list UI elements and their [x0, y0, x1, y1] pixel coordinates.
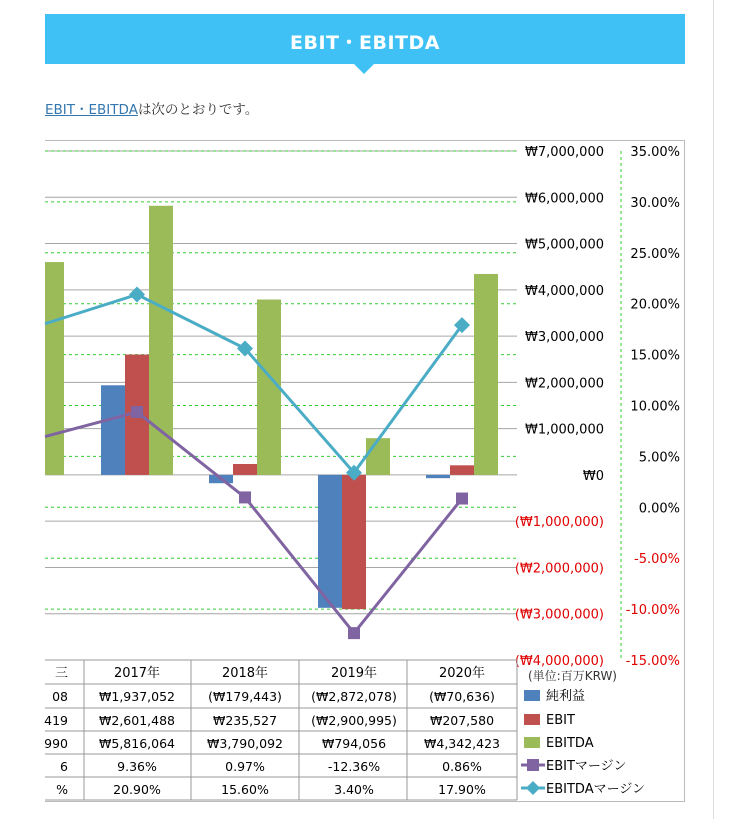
left-axis-tick-label: (₩1,000,000) — [514, 515, 604, 531]
left-axis-tick-label: ₩2,000,000 — [524, 376, 604, 392]
legend-label: EBITDA — [546, 736, 594, 751]
legend-label: 純利益 — [546, 689, 586, 704]
table-header-cell: 2019年 — [330, 666, 378, 681]
legend-label: EBITDAマージン — [546, 782, 645, 797]
right-axis-tick-label: -15.00% — [625, 654, 680, 669]
bar-ebitda-prev — [45, 262, 64, 475]
right-axis-tick-label: 30.00% — [630, 195, 680, 211]
table-cell-partial: 419 — [44, 713, 68, 728]
left-axis-tick-label: ₩6,000,000 — [524, 191, 604, 207]
data-table — [44, 660, 517, 800]
right-axis-tick-label: 25.00% — [630, 246, 680, 262]
right-axis-tick-label: 5.00% — [638, 450, 680, 466]
legend-swatch — [524, 690, 540, 701]
table-header-cell: 2020年 — [438, 666, 486, 681]
bar-ebit — [233, 464, 257, 475]
legend-marker — [527, 759, 539, 771]
bar-net-income — [426, 475, 450, 478]
legend-swatch — [524, 714, 540, 725]
table-header-partial: 三 — [54, 666, 68, 681]
left-axis-tick-label: ₩5,000,000 — [524, 237, 604, 253]
right-axis-tick-label: -10.00% — [625, 603, 680, 619]
chart-axes — [515, 145, 680, 683]
table-header-cell: 2017年 — [113, 666, 161, 681]
left-axis-tick-label: ₩7,000,000 — [524, 145, 604, 160]
ebit-margin-marker — [348, 627, 360, 639]
table-cell: (₩2,872,078) — [311, 689, 397, 704]
ebit-ebitda-link[interactable]: EBIT・EBITDA — [45, 102, 138, 118]
left-axis-tick-label: (₩4,000,000) — [514, 654, 604, 669]
table-cell: ₩3,790,092 — [207, 736, 283, 751]
bar-net-income — [318, 475, 342, 608]
bar-ebitda — [149, 206, 173, 475]
table-cell: 0.86% — [442, 759, 482, 774]
table-cell: 9.36% — [117, 759, 157, 774]
table-cell: ₩5,816,064 — [99, 736, 175, 751]
legend-label: EBIT — [546, 713, 575, 728]
bar-ebitda — [366, 438, 390, 475]
table-cell-partial: % — [56, 782, 68, 797]
section-title: EBIT・EBITDA — [290, 32, 440, 54]
right-axis-tick-label: 10.00% — [630, 399, 680, 415]
legend-swatch — [524, 737, 540, 748]
table-cell: ₩1,937,052 — [99, 689, 175, 704]
ebitda-margin-marker — [129, 287, 145, 303]
legend-label: EBITマージン — [546, 759, 627, 774]
ebit-margin-marker — [239, 491, 251, 503]
table-cell: (₩2,900,995) — [311, 713, 397, 728]
legend-marker — [526, 781, 540, 795]
table-cell-partial: 990 — [44, 736, 68, 751]
right-axis-tick-label: 20.00% — [630, 297, 680, 313]
left-axis-tick-label: ₩3,000,000 — [524, 330, 604, 346]
table-cell: (₩179,443) — [208, 689, 282, 704]
bar-net-income — [101, 385, 125, 475]
page-scrollbar-track — [713, 0, 714, 819]
left-axis-tick-label: ₩4,000,000 — [524, 283, 604, 299]
table-cell: ₩235,527 — [212, 713, 278, 728]
table-cell-partial: 6 — [60, 759, 68, 774]
table-cell: ₩4,342,423 — [424, 736, 500, 751]
table-cell: 15.60% — [221, 782, 269, 797]
left-axis-tick-label: ₩1,000,000 — [524, 422, 604, 438]
table-cell: 17.90% — [438, 782, 486, 797]
right-axis-tick-label: 0.00% — [638, 501, 680, 517]
ebit-margin-marker — [456, 493, 468, 505]
table-header-cell: 2018年 — [221, 666, 269, 681]
table-cell: -12.36% — [327, 759, 381, 774]
chart-bars — [45, 206, 498, 609]
table-cell: ₩2,601,488 — [99, 713, 175, 728]
table-cell: (₩70,636) — [429, 689, 495, 704]
chart-legend — [521, 688, 645, 797]
ebit-margin-marker — [131, 406, 143, 418]
table-cell-partial: 08 — [52, 689, 68, 704]
bar-ebit — [450, 465, 474, 475]
bar-ebit — [342, 475, 366, 609]
table-cell: ₩207,580 — [429, 713, 495, 728]
right-axis-tick-label: 15.00% — [630, 348, 680, 364]
table-cell: 0.97% — [225, 759, 265, 774]
intro-suffix: は次のとおりです。 — [137, 102, 259, 118]
bar-ebitda — [474, 274, 498, 475]
unit-label: (単位:百万KRW) — [528, 669, 617, 683]
right-axis-tick-label: 35.00% — [630, 145, 680, 160]
left-axis-tick-label: ₩0 — [582, 468, 604, 484]
left-axis-tick-label: (₩2,000,000) — [514, 561, 604, 577]
left-axis-tick-label: (₩3,000,000) — [514, 607, 604, 623]
table-cell: 20.90% — [113, 782, 161, 797]
table-cell: 3.40% — [334, 782, 374, 797]
table-cell: ₩794,056 — [321, 736, 387, 751]
right-axis-tick-label: -5.00% — [634, 552, 680, 568]
